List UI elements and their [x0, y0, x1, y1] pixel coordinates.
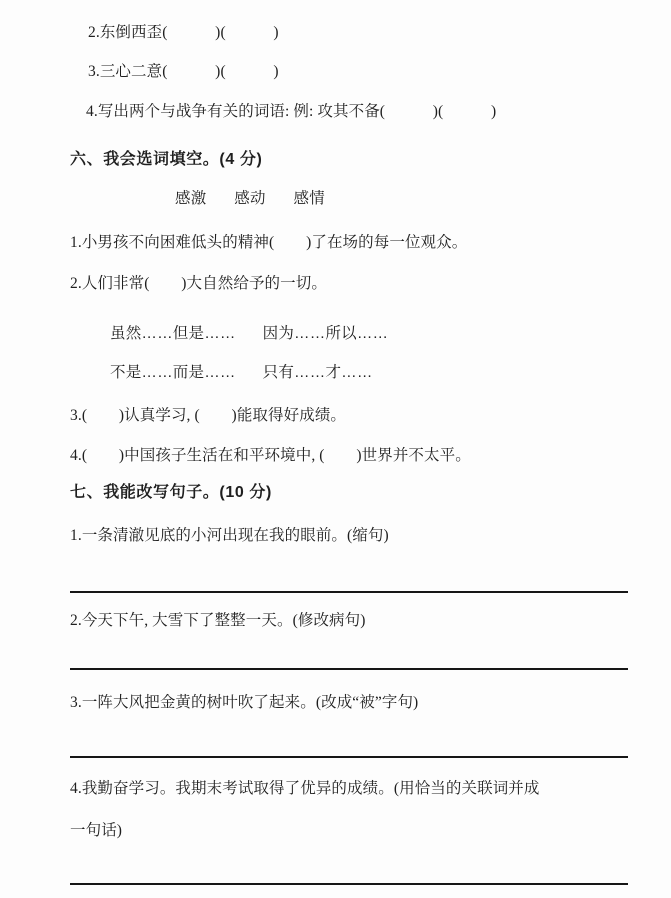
- question-item-6-3: 3.( )认真学习, ( )能取得好成绩。: [70, 407, 347, 424]
- question-item-6-4: 4.( )中国孩子生活在和平环境中, ( )世界并不太平。: [70, 447, 471, 464]
- answer-line-4[interactable]: [70, 883, 628, 885]
- answer-line-1[interactable]: [70, 591, 628, 593]
- question-item-7-3: 3.一阵大风把金黄的树叶吹了起来。(改成“被”字句): [70, 694, 419, 711]
- question-item-7-2: 2.今天下午, 大雪下了整整一天。(修改病句): [70, 612, 366, 629]
- answer-line-2[interactable]: [70, 668, 628, 670]
- question-item-5-4: 4.写出两个与战争有关的词语: 例: 攻其不备( )( ): [86, 103, 497, 120]
- question-item-5-3: 3.三心二意( )( ): [88, 63, 279, 80]
- question-item-7-1: 1.一条清澈见底的小河出现在我的眼前。(缩句): [70, 527, 389, 544]
- question-item-6-2: 2.人们非常( )大自然给予的一切。: [70, 275, 327, 292]
- section-six-word-bank: 感激 感动 感情: [175, 190, 326, 207]
- question-item-5-2: 2.东倒西歪( )( ): [88, 24, 279, 41]
- section-six-heading: 六、我会选词填空。(4 分): [70, 151, 263, 168]
- question-item-7-4: 4.我勤奋学习。我期末考试取得了优异的成绩。(用恰当的关联词并成: [70, 780, 540, 797]
- connective-pair-row-2: 不是……而是…… 只有……才……: [110, 364, 373, 381]
- section-seven-heading: 七、我能改写句子。(10 分): [70, 484, 272, 501]
- question-item-6-1: 1.小男孩不向困难低头的精神( )了在场的每一位观众。: [70, 234, 468, 251]
- answer-line-3[interactable]: [70, 756, 628, 758]
- connective-pair-row-1: 虽然……但是…… 因为……所以……: [110, 325, 389, 342]
- question-item-7-4-continued: 一句话): [70, 822, 123, 839]
